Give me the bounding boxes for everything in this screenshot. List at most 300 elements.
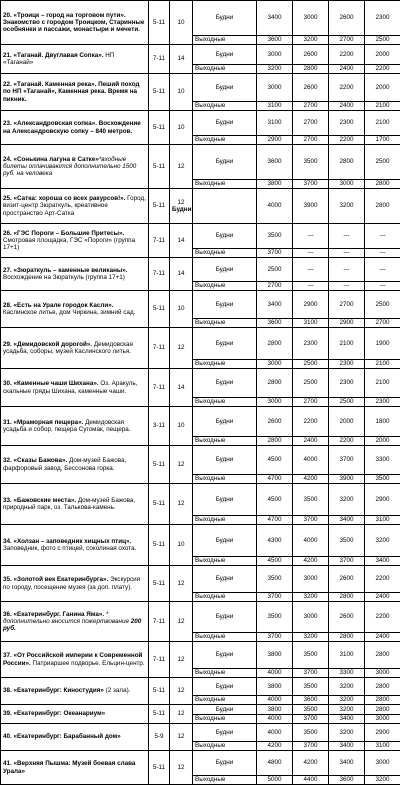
price-cell-2: 3200 bbox=[293, 593, 329, 602]
tour-row bbox=[1, 189, 400, 224]
price-cell-4: 2100 bbox=[365, 111, 400, 136]
tour-name-cell bbox=[1, 369, 149, 407]
price-cell-1: 4000 bbox=[257, 189, 293, 224]
tour-name-cell bbox=[1, 45, 149, 74]
tour-title: 21. «Таганай. Двуглавая Сопка». bbox=[3, 52, 103, 59]
weekend-label: Выходные bbox=[193, 557, 257, 566]
tour-title: 41. «Верхняя Пышма: Музей боевая слава Урала» bbox=[3, 760, 135, 774]
group-size-cell: 10 bbox=[170, 407, 193, 446]
age-cell: 7-11 bbox=[149, 328, 170, 369]
tour-title: 35. «Золотой век Екатеринбурга». bbox=[3, 576, 108, 583]
tour-row bbox=[1, 724, 400, 742]
price-cell-1: 4200 bbox=[257, 742, 293, 751]
price-cell-1: 3700 bbox=[257, 249, 293, 258]
tour-description: Смотровая площадка, ГЭС «Пороги» (группа 17+1) bbox=[3, 237, 135, 251]
price-cell-2: 4200 bbox=[293, 751, 329, 776]
age-cell: 5-11 bbox=[149, 291, 170, 328]
tour-name-cell bbox=[1, 111, 149, 145]
weekend-label: Выходные bbox=[193, 398, 257, 407]
price-cell-3: 3000 bbox=[329, 180, 365, 189]
price-cell-3: 2300 bbox=[329, 111, 365, 136]
tour-description: Демидовская усадьба и собор, пещера Сугомак, пещера. bbox=[3, 419, 131, 433]
tour-description: Оз. Аракуль, скальные гряды Шихана, каменные чаши. bbox=[3, 380, 137, 394]
tour-title: 20. «Троицк – город на торговом пути». Знакомство с городом Троицком, Старинные особнянки и пассажи, монастыри и мечети. bbox=[3, 12, 144, 33]
price-cell-2: 3600 bbox=[293, 696, 329, 705]
tour-title: 26. «ГЭС Пороги – Большие Притесы». bbox=[3, 230, 124, 237]
age-cell: 5-11 bbox=[149, 566, 170, 602]
weekday-label: Будни bbox=[193, 369, 257, 398]
price-cell-1: 3200 bbox=[257, 65, 293, 74]
price-cell-4: 2700 bbox=[365, 319, 400, 328]
price-cell-1: 3500 bbox=[257, 602, 293, 633]
price-cell-4: 2900 bbox=[365, 484, 400, 516]
price-cell-1: 2500 bbox=[257, 258, 293, 282]
tour-name-cell bbox=[1, 751, 149, 785]
price-cell-1: 3000 bbox=[257, 45, 293, 65]
tour-description: НП «Таганай» bbox=[3, 52, 114, 66]
group-size-cell: 12 bbox=[170, 446, 193, 484]
weekday-label: Будни bbox=[193, 145, 257, 180]
group-size-cell: 12 bbox=[170, 678, 193, 705]
weekday-label bbox=[193, 189, 257, 224]
age-cell: 5-11 bbox=[149, 751, 170, 785]
price-cell-2: 4000 bbox=[293, 525, 329, 557]
price-cell-3: 3700 bbox=[329, 557, 365, 566]
age-cell: 7-11 bbox=[149, 45, 170, 74]
price-cell-2: 3700 bbox=[293, 742, 329, 751]
tour-description: Каслинское литье, дом Чиркина, зимний сад. bbox=[3, 309, 135, 316]
price-cell-4: 2400 bbox=[365, 633, 400, 642]
price-cell-1: 4500 bbox=[257, 557, 293, 566]
price-cell-3: 3400 bbox=[329, 715, 365, 724]
age-cell: 5-11 bbox=[149, 446, 170, 484]
tour-description: Патриаршее подворье. Ельцин-центр. bbox=[31, 660, 145, 667]
price-cell-2: 2300 bbox=[293, 328, 329, 360]
tour-row bbox=[1, 525, 400, 557]
group-size-cell: 14 bbox=[170, 224, 193, 258]
price-cell-3: 3100 bbox=[329, 642, 365, 669]
price-cell-1: 2600 bbox=[257, 407, 293, 437]
price-cell-3: 2900 bbox=[329, 319, 365, 328]
price-cell-2: 3200 bbox=[293, 36, 329, 45]
price-cell-2: 3700 bbox=[293, 180, 329, 189]
price-cell-1: 3800 bbox=[257, 705, 293, 715]
price-cell-4: --- bbox=[365, 224, 400, 249]
tour-description: Дом-музей Бажова, природный парк, оз. Талькова-камень. bbox=[3, 497, 135, 511]
age-cell: 5-11 bbox=[149, 484, 170, 525]
price-cell-3: 2000 bbox=[329, 407, 365, 437]
age-cell: 5-11 bbox=[149, 1, 170, 45]
price-cell-4: 2500 bbox=[365, 291, 400, 319]
price-cell-3: 3400 bbox=[329, 751, 365, 776]
weekend-label: Выходные bbox=[193, 282, 257, 291]
price-cell-4: 2400 bbox=[365, 593, 400, 602]
tour-name-cell bbox=[1, 145, 149, 189]
price-cell-2: 3100 bbox=[293, 319, 329, 328]
weekday-label: Будни bbox=[193, 705, 257, 715]
group-size-cell: 14 bbox=[170, 369, 193, 407]
price-cell-2: 4200 bbox=[293, 475, 329, 484]
group-size-cell: 12 bbox=[170, 724, 193, 751]
price-cell-4: 1900 bbox=[365, 328, 400, 360]
tour-name-cell bbox=[1, 642, 149, 678]
tour-title: 34. «Холзан – заповедник хищных птиц». bbox=[3, 538, 131, 545]
price-cell-4: 2100 bbox=[365, 102, 400, 111]
price-cell-1: 3800 bbox=[257, 180, 293, 189]
price-cell-1: 3500 bbox=[257, 566, 293, 593]
price-cell-2: 2600 bbox=[293, 74, 329, 102]
price-cell-4: 3200 bbox=[365, 776, 400, 785]
tour-row bbox=[1, 291, 400, 319]
price-cell-3: 2800 bbox=[329, 593, 365, 602]
price-cell-2: 3900 bbox=[293, 189, 329, 224]
price-cell-3: 2400 bbox=[329, 65, 365, 74]
price-cell-4: 2900 bbox=[365, 724, 400, 742]
weekday-label: Будни bbox=[193, 484, 257, 516]
price-cell-4: 2100 bbox=[365, 369, 400, 398]
price-cell-1: 4000 bbox=[257, 715, 293, 724]
price-cell-4: 2800 bbox=[365, 642, 400, 669]
price-cell-3: 3200 bbox=[329, 696, 365, 705]
price-cell-1: 4800 bbox=[257, 751, 293, 776]
tour-description: Заповедник, фото с птицей, соколиная охота. bbox=[3, 545, 136, 552]
price-cell-1: 4700 bbox=[257, 516, 293, 525]
age-cell: 5-11 bbox=[149, 525, 170, 566]
tour-name-cell bbox=[1, 328, 149, 369]
price-cell-1: 3400 bbox=[257, 1, 293, 36]
age-cell: 7-11 bbox=[149, 258, 170, 291]
tour-name-cell bbox=[1, 407, 149, 446]
tour-row bbox=[1, 407, 400, 437]
price-cell-1: 3100 bbox=[257, 102, 293, 111]
price-cell-1: 3600 bbox=[257, 319, 293, 328]
tour-row bbox=[1, 446, 400, 475]
tour-row bbox=[1, 224, 400, 249]
tour-name-cell bbox=[1, 566, 149, 602]
price-cell-4: 3000 bbox=[365, 669, 400, 678]
price-cell-3: 2200 bbox=[329, 136, 365, 145]
price-cell-1: 5000 bbox=[257, 776, 293, 785]
price-cell-3: 3300 bbox=[329, 669, 365, 678]
price-cell-3: 3900 bbox=[329, 475, 365, 484]
price-cell-3: 2800 bbox=[329, 145, 365, 180]
weekend-label: Выходные bbox=[193, 669, 257, 678]
price-cell-3: 2800 bbox=[329, 633, 365, 642]
price-cell-3: 2600 bbox=[329, 566, 365, 593]
price-cell-4: 3100 bbox=[365, 742, 400, 751]
group-size-cell: 12 bbox=[170, 484, 193, 525]
tour-title: 22. «Таганай. Каменная река». Пеший поход по НП «Таганай», Каменная река. Время на пикник. bbox=[3, 81, 139, 102]
weekend-label: Выходные bbox=[193, 319, 257, 328]
price-cell-1: 4000 bbox=[257, 669, 293, 678]
price-cell-2: 3200 bbox=[293, 633, 329, 642]
price-cell-1: 2800 bbox=[257, 437, 293, 446]
tour-title: 29. «Демидовской дорогой». bbox=[3, 341, 92, 348]
price-cell-2: 2900 bbox=[293, 291, 329, 319]
tour-title: 25. «Сатка: хороша со всех ракурсов!». bbox=[3, 195, 125, 202]
tour-row bbox=[1, 751, 400, 776]
price-cell-4: 2000 bbox=[365, 437, 400, 446]
price-cell-4: 3100 bbox=[365, 516, 400, 525]
weekend-label: Выходные bbox=[193, 36, 257, 45]
tour-row bbox=[1, 484, 400, 516]
age-cell: 7-11 bbox=[149, 369, 170, 407]
price-cell-4: 2100 bbox=[365, 360, 400, 369]
weekend-label: Выходные bbox=[193, 102, 257, 111]
price-cell-1: 3600 bbox=[257, 145, 293, 180]
price-cell-2: 3700 bbox=[293, 715, 329, 724]
weekday-label: Будни bbox=[193, 566, 257, 593]
group-size-cell: 12 bbox=[170, 642, 193, 678]
price-cell-1: 4700 bbox=[257, 475, 293, 484]
tour-row bbox=[1, 328, 400, 360]
age-cell: 5-11 bbox=[149, 705, 170, 724]
price-cell-3: --- bbox=[329, 224, 365, 249]
price-cell-1: 3000 bbox=[257, 74, 293, 102]
tour-row bbox=[1, 369, 400, 398]
price-cell-4: 3200 bbox=[365, 525, 400, 557]
group-size-cell: 12 bbox=[170, 751, 193, 785]
group-size-cell: 10 bbox=[170, 291, 193, 328]
weekday-label: Будни bbox=[193, 111, 257, 136]
price-cell-1: 3800 bbox=[257, 642, 293, 669]
tour-description: Дом-музей Бажова, фарфоровый завод, Бессонова горка. bbox=[3, 457, 126, 471]
weekday-label: Будни bbox=[193, 751, 257, 776]
price-cell-2: 4000 bbox=[293, 446, 329, 475]
price-cell-2: 2700 bbox=[293, 102, 329, 111]
price-cell-3: 3500 bbox=[329, 525, 365, 557]
price-cell-2: 3500 bbox=[293, 642, 329, 669]
price-cell-3: 2500 bbox=[329, 398, 365, 407]
age-cell: 3-11 bbox=[149, 407, 170, 446]
price-cell-3: 2700 bbox=[329, 36, 365, 45]
tour-title: 38. «Екатеринбург: Киностудия» bbox=[3, 687, 104, 694]
price-cell-2: 3700 bbox=[293, 669, 329, 678]
tour-name-cell bbox=[1, 525, 149, 566]
price-cell-4: 2200 bbox=[365, 602, 400, 633]
price-cell-1: 3500 bbox=[257, 224, 293, 249]
weekend-label: Выходные bbox=[193, 633, 257, 642]
price-cell-3: 3700 bbox=[329, 446, 365, 475]
tour-name-cell bbox=[1, 1, 149, 45]
price-cell-1: 2800 bbox=[257, 369, 293, 398]
weekend-label: Выходные bbox=[193, 715, 257, 724]
group-size-cell: 10 bbox=[170, 525, 193, 566]
tour-row bbox=[1, 258, 400, 282]
price-cell-4: 3300 bbox=[365, 446, 400, 475]
price-cell-3: 2300 bbox=[329, 369, 365, 398]
price-cell-4: 3000 bbox=[365, 751, 400, 776]
age-cell: 5-11 bbox=[149, 145, 170, 189]
weekday-label: Будни bbox=[193, 74, 257, 102]
tour-row bbox=[1, 74, 400, 102]
tour-name-cell bbox=[1, 705, 149, 724]
price-cell-2: 2700 bbox=[293, 111, 329, 136]
price-cell-2: 2700 bbox=[293, 398, 329, 407]
price-cell-4: 2800 bbox=[365, 696, 400, 705]
price-cell-1: 4000 bbox=[257, 696, 293, 705]
weekday-label: Будни bbox=[193, 724, 257, 742]
price-cell-1: 3000 bbox=[257, 398, 293, 407]
group-size-cell: 10 bbox=[170, 1, 193, 45]
tour-row bbox=[1, 602, 400, 633]
price-cell-1: 2800 bbox=[257, 328, 293, 360]
weekend-label: Выходные bbox=[193, 776, 257, 785]
weekend-label: Выходные bbox=[193, 742, 257, 751]
tour-name-cell bbox=[1, 258, 149, 291]
tour-title: 23. «Александровская сопка». Восхождение на Александровскую сопку – 840 метров. bbox=[3, 120, 141, 134]
price-cell-4: --- bbox=[365, 249, 400, 258]
tour-title: 32. «Сказы Бажова». bbox=[3, 457, 67, 464]
tour-title: 39. «Екатеринбург: Океанариум» bbox=[3, 710, 105, 717]
weekend-label: Выходные bbox=[193, 360, 257, 369]
price-cell-3: 3200 bbox=[329, 189, 365, 224]
price-cell-2: 2700 bbox=[293, 136, 329, 145]
price-cell-2: 3500 bbox=[293, 145, 329, 180]
weekday-label: Будни bbox=[193, 1, 257, 36]
weekend-label: Выходные bbox=[193, 516, 257, 525]
price-cell-3: 3400 bbox=[329, 516, 365, 525]
price-cell-2: --- bbox=[293, 249, 329, 258]
weekend-label: Выходные bbox=[193, 65, 257, 74]
price-cell-4: 2500 bbox=[365, 145, 400, 180]
price-cell-3: 3400 bbox=[329, 742, 365, 751]
tour-title: 28. «Есть на Урале городок Касли». bbox=[3, 302, 113, 309]
tour-description: Восхождение на Зюраткуль (группа 17+1) bbox=[3, 274, 125, 281]
price-cell-4: 2000 bbox=[365, 45, 400, 65]
group-size-cell: 12 bbox=[170, 566, 193, 602]
price-cell-1: 3400 bbox=[257, 291, 293, 319]
price-cell-4: 3000 bbox=[365, 715, 400, 724]
price-cell-2: 3500 bbox=[293, 484, 329, 516]
price-cell-3: 2600 bbox=[329, 602, 365, 633]
price-cell-4: 2200 bbox=[365, 566, 400, 593]
age-cell: 7-11 bbox=[149, 602, 170, 642]
tour-title: 40. «Екатеринбург: Барабанный дом» bbox=[3, 733, 121, 740]
tour-description: Экскурсия по городу, посещение музея (за доп. плату). bbox=[3, 576, 140, 590]
group-size-cell: 10 bbox=[170, 111, 193, 145]
price-cell-2: 2400 bbox=[293, 437, 329, 446]
price-cell-1: 3700 bbox=[257, 593, 293, 602]
price-cell-3: --- bbox=[329, 258, 365, 282]
tour-name-cell bbox=[1, 724, 149, 751]
age-cell: 5-11 bbox=[149, 678, 170, 705]
price-cell-3: 2300 bbox=[329, 360, 365, 369]
price-cell-4: 2500 bbox=[365, 36, 400, 45]
price-cell-2: 3500 bbox=[293, 705, 329, 715]
tour-row bbox=[1, 111, 400, 136]
weekday-label: Будни bbox=[193, 642, 257, 669]
price-cell-4: --- bbox=[365, 258, 400, 282]
price-cell-4: 1800 bbox=[365, 407, 400, 437]
weekend-label: Выходные bbox=[193, 249, 257, 258]
price-cell-1: 4000 bbox=[257, 724, 293, 742]
weekend-label: Выходные bbox=[193, 180, 257, 189]
tour-name-cell bbox=[1, 291, 149, 328]
tour-note: *входные билеты оплачиваются дополнительно 1500 руб. на человека bbox=[3, 156, 136, 177]
tour-title: 37. «От Российской империи к Современной России». bbox=[3, 652, 142, 666]
price-cell-3: 2200 bbox=[329, 74, 365, 102]
tour-description: Демидовская усадьба, соборы, музей Каслинского литья. bbox=[3, 341, 133, 355]
group-size-cell: 10 bbox=[170, 74, 193, 111]
price-cell-3: 3200 bbox=[329, 705, 365, 715]
weekend-label: Выходные bbox=[193, 696, 257, 705]
price-cell-1: 2900 bbox=[257, 136, 293, 145]
tour-row bbox=[1, 145, 400, 180]
price-cell-1: 4300 bbox=[257, 525, 293, 557]
price-cell-2: 2200 bbox=[293, 407, 329, 437]
price-cell-2: --- bbox=[293, 224, 329, 249]
tour-name-cell bbox=[1, 484, 149, 525]
group-size-cell: 12 bbox=[170, 328, 193, 369]
price-cell-1: 3000 bbox=[257, 360, 293, 369]
group-size-cell: 14 bbox=[170, 45, 193, 74]
weekday-label: Будни bbox=[193, 446, 257, 475]
price-cell-3: 2400 bbox=[329, 102, 365, 111]
tour-name-cell bbox=[1, 224, 149, 258]
price-cell-2: 4200 bbox=[293, 557, 329, 566]
tour-title: 31. «Мраморная пещера». bbox=[3, 419, 83, 426]
age-cell: 5-9 bbox=[149, 724, 170, 751]
age-cell: 7-11 bbox=[149, 642, 170, 678]
tour-title: 33. «Бажовские места». bbox=[3, 497, 76, 504]
weekday-label: Будни bbox=[193, 258, 257, 282]
tour-row bbox=[1, 566, 400, 593]
weekday-label: Будни bbox=[193, 45, 257, 65]
tour-name-cell bbox=[1, 74, 149, 111]
price-cell-3: --- bbox=[329, 282, 365, 291]
price-cell-2: --- bbox=[293, 282, 329, 291]
weekday-label: Будни bbox=[193, 602, 257, 633]
price-cell-2: 3000 bbox=[293, 1, 329, 36]
price-cell-3: 3200 bbox=[329, 484, 365, 516]
group-size-cell: 12 bbox=[170, 602, 193, 642]
price-cell-1: 3700 bbox=[257, 633, 293, 642]
price-cell-4: 2800 bbox=[365, 180, 400, 189]
weekend-label: Выходные bbox=[193, 136, 257, 145]
weekday-label: Будни bbox=[193, 291, 257, 319]
tour-title: 30. «Каменные чаши Шихана». bbox=[3, 380, 99, 387]
weekend-label: Выходные bbox=[193, 593, 257, 602]
price-cell-1: 3800 bbox=[257, 678, 293, 696]
price-cell-4: 2300 bbox=[365, 1, 400, 36]
price-cell-4: 2800 bbox=[365, 189, 400, 224]
tour-name-cell bbox=[1, 678, 149, 705]
price-cell-2: 2800 bbox=[293, 65, 329, 74]
weekday-label: Будни bbox=[193, 525, 257, 557]
tour-description: Город, визит-центр Зюраткуль, креативное пространство Арт-Сатка bbox=[3, 195, 146, 216]
price-cell-1: 4500 bbox=[257, 446, 293, 475]
age-cell: 5-11 bbox=[149, 111, 170, 145]
price-cell-4: 2300 bbox=[365, 398, 400, 407]
tour-name-cell bbox=[1, 446, 149, 484]
price-cell-2: 4400 bbox=[293, 776, 329, 785]
price-cell-3: 2700 bbox=[329, 291, 365, 319]
price-cell-3: 2100 bbox=[329, 328, 365, 360]
price-cell-2: 3000 bbox=[293, 566, 329, 593]
tour-title: 27. «Зюраткуль – каменные великаны». bbox=[3, 267, 128, 274]
weekday-label: Будни bbox=[193, 407, 257, 437]
price-cell-3: --- bbox=[329, 249, 365, 258]
tour-row bbox=[1, 1, 400, 36]
price-cell-3: 3600 bbox=[329, 776, 365, 785]
price-cell-1: 3600 bbox=[257, 36, 293, 45]
group-size-cell: 12 bbox=[170, 145, 193, 189]
price-cell-3: 2200 bbox=[329, 45, 365, 65]
price-cell-4: 1700 bbox=[365, 136, 400, 145]
price-cell-1: 3100 bbox=[257, 111, 293, 136]
weekday-label: Будни bbox=[193, 678, 257, 696]
